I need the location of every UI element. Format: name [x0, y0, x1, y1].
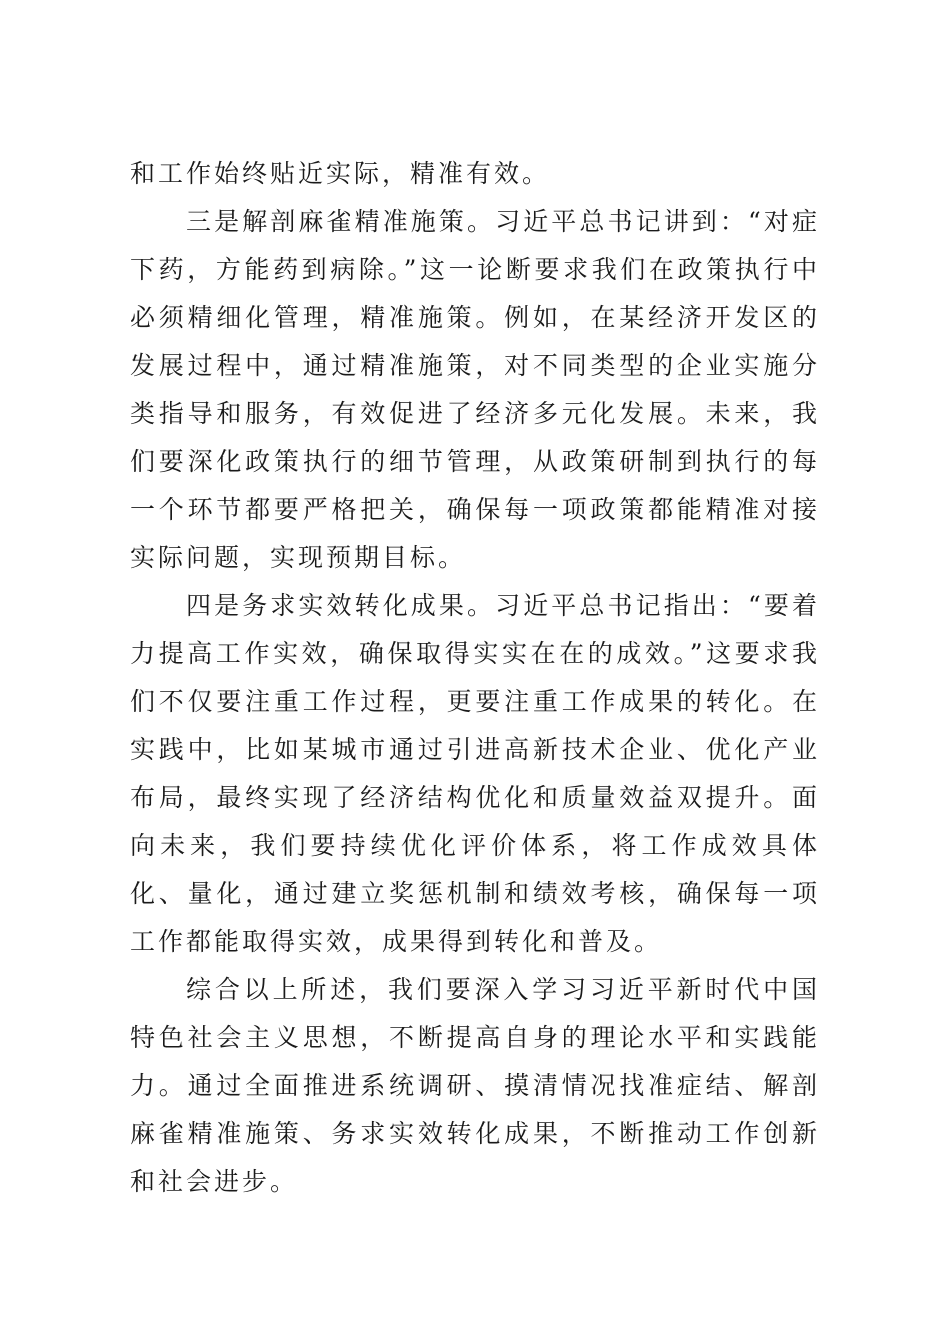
paragraph-point-four: 四是务求实效转化成果。习近平总书记指出：“要着力提高工作实效，确保取得实实在在的成效。”这要求我们不仅要注重工作过程，更要注重工作成果的转化。在实践中，比如某城市通过引进高新技术企业、优化产业布局，最终实现了经济结构优化和质量效益双提升。面向未来，我们要持续优化评价体系，将工作成效具体化、量化，通过建立奖惩机制和绩效考核，确保每一项工作都能取得实效，成果得到转化和普及。 — [130, 591, 820, 956]
paragraph-continuation: 和工作始终贴近实际，精准有效。 — [130, 159, 551, 188]
paragraph-conclusion: 综合以上所述，我们要深入学习习近平新时代中国特色社会主义思想，不断提高自身的理论水平和实践能力。通过全面推进系统调研、摸清情况找准症结、解剖麻雀精准施策、务求实效转化成果，不断推动工作创新和社会进步。 — [130, 975, 820, 1196]
document-body — [130, 150, 820, 1206]
paragraph-point-three: 三是解剖麻雀精准施策。习近平总书记讲到：“对症下药，方能药到病除。”这一论断要求我们在政策执行中必须精细化管理，精准施策。例如，在某经济开发区的发展过程中，通过精准施策，对不同类型的企业实施分类指导和服务，有效促进了经济多元化发展。未来，我们要深化政策执行的细节管理，从政策研制到执行的每一个环节都要严格把关，确保每一项政策都能精准对接实际问题，实现预期目标。 — [130, 207, 820, 572]
